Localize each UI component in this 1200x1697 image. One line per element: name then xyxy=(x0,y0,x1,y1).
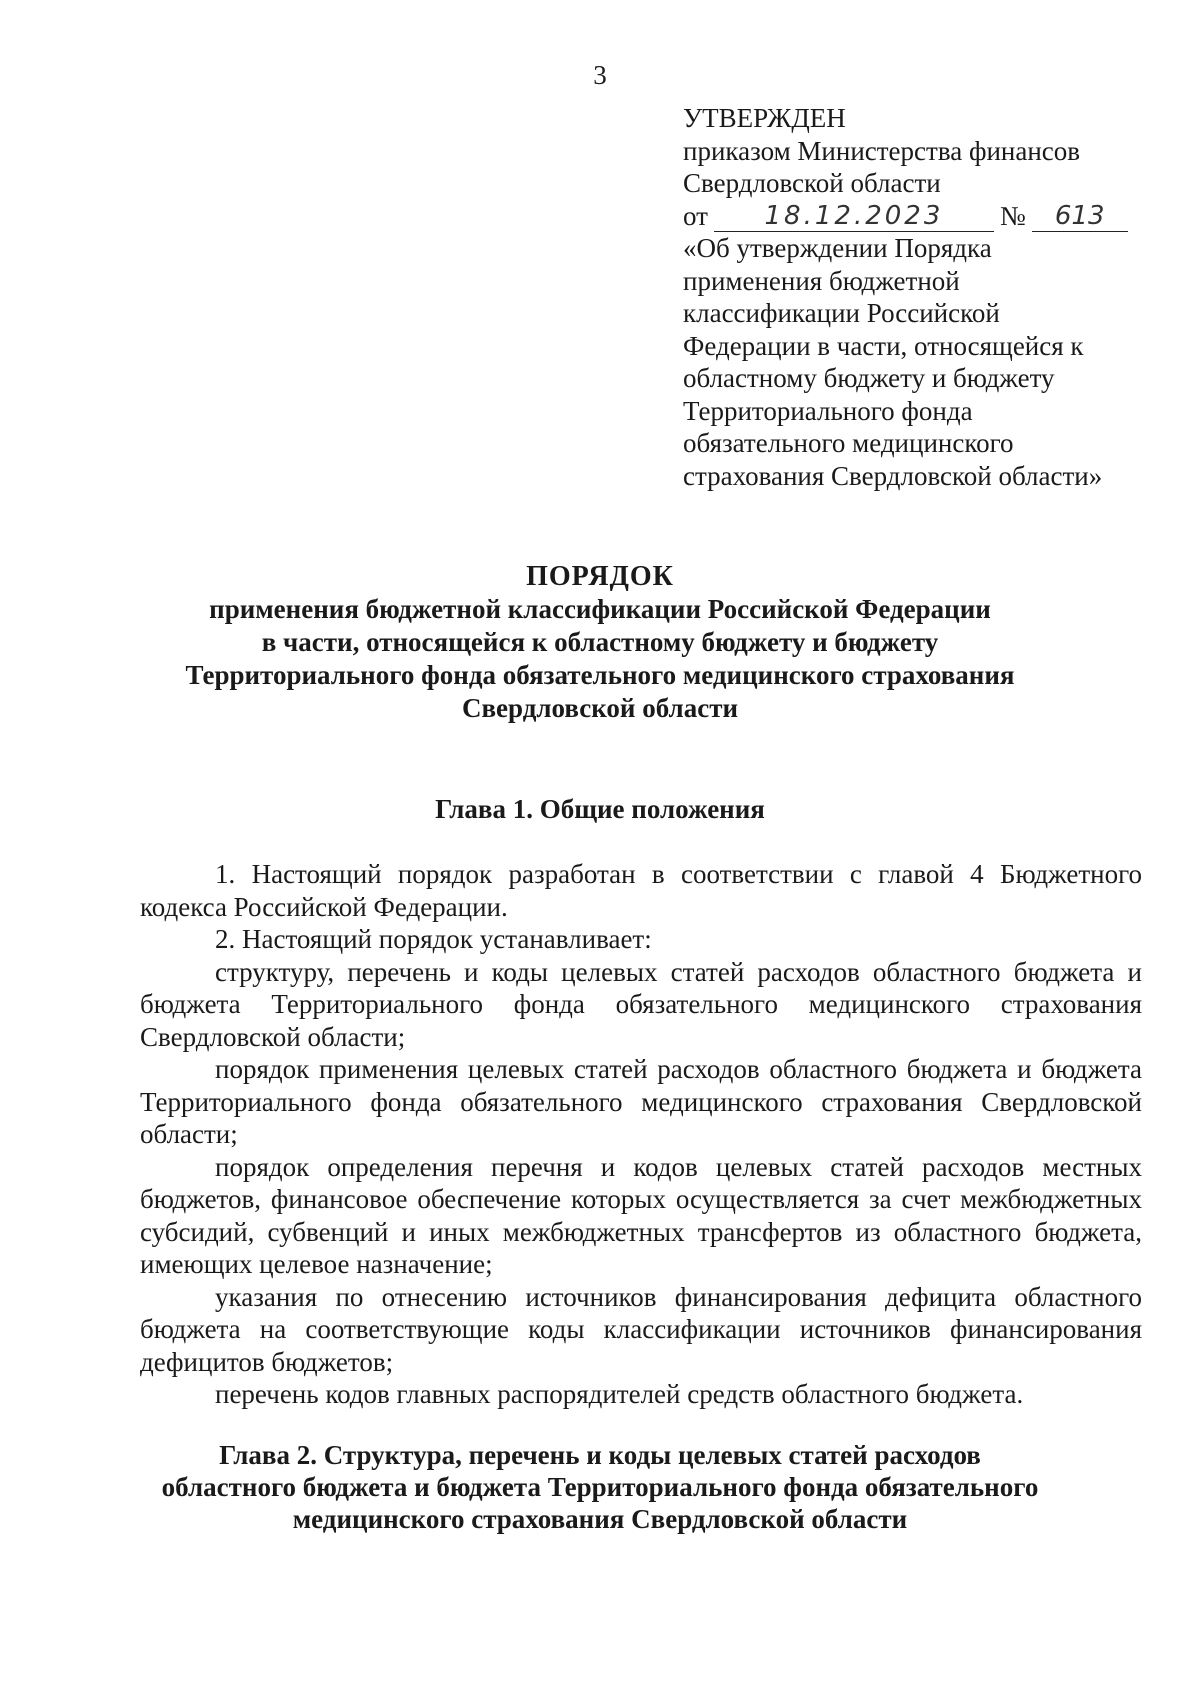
paragraph: порядок применения целевых статей расходов областного бюджета и бюджета Территориального фонда обязательного медицинского страхования Свердловской области; xyxy=(140,1054,1142,1149)
document-title-main: ПОРЯДОК xyxy=(526,561,674,592)
paragraph: порядок определения перечня и кодов целевых статей расходов местных бюджетов, финансовое обеспечение которых осуществляется за счет межбюджетных субсидий, субвенций и иных межбюджетных трансфертов из областного бюджета, имеющих целевое назначение; xyxy=(140,1151,1142,1279)
paragraph: 2. Настоящий порядок устанавливает: xyxy=(215,924,652,954)
paragraph: перечень кодов главных распорядителей средств областного бюджета. xyxy=(215,1379,1024,1409)
order-title-line: Федерации в части, относящейся к xyxy=(683,330,1084,361)
chapter-2-heading-line: медицинского страхования Свердловской области xyxy=(292,1504,908,1534)
date-prefix: от xyxy=(683,200,708,231)
paragraph: указания по отнесению источников финансирования дефицита областного бюджета на соответствующие коды классификации источников финансирования дефицитов бюджетов; xyxy=(140,1281,1142,1377)
handwritten-number: 613 xyxy=(1032,201,1128,232)
approval-date-number-line xyxy=(683,200,1163,233)
order-title-line: применения бюджетной xyxy=(683,265,960,296)
order-title-line: «Об утверждении Порядка xyxy=(683,233,992,263)
order-title-line: областному бюджету и бюджету xyxy=(683,363,1055,393)
approval-line-2: Свердловской области xyxy=(683,168,941,198)
document-title-line: Территориального фонда обязательного медицинского страхования xyxy=(185,660,1015,690)
order-title-line: классификации Российской xyxy=(683,298,1000,328)
number-prefix: № xyxy=(999,200,1026,231)
document-title xyxy=(0,560,1200,725)
chapter-2-heading xyxy=(0,1439,1200,1535)
paragraph: 1. Настоящий порядок разработан в соответствии с главой 4 Бюджетного кодекса Российской Федерации. xyxy=(140,859,1142,922)
page-number: 3 xyxy=(593,60,607,90)
chapter-1-body xyxy=(140,858,1142,1411)
approval-heading: УТВЕРЖДЕН xyxy=(683,103,846,133)
document-title-line: в части, относящейся к областному бюджету и бюджету xyxy=(261,627,939,657)
chapter-2-heading-line: Глава 2. Структура, перечень и коды целевых статей расходов xyxy=(219,1440,981,1470)
chapter-1-heading: Глава 1. Общие положения xyxy=(435,794,765,824)
document-title-line: Свердловской области xyxy=(461,693,739,723)
handwritten-date: 18.12.2023 xyxy=(714,201,994,232)
approval-line-1: приказом Министерства финансов xyxy=(683,135,1081,166)
order-title xyxy=(683,232,1163,492)
order-title-line: Территориального фонда xyxy=(683,395,973,426)
order-title-line: страхования Свердловской области» xyxy=(683,460,1103,491)
approval-block xyxy=(683,102,1163,492)
chapter-2-heading-line: областного бюджета и бюджета Территориального фонда обязательного xyxy=(161,1472,1039,1502)
document-title-line: применения бюджетной классификации Российской Федерации xyxy=(209,594,991,624)
order-title-line: обязательного медицинского xyxy=(683,428,1014,458)
paragraph: структуру, перечень и коды целевых статей расходов областного бюджета и бюджета Территориального фонда обязательного медицинского страхования Свердловской области; xyxy=(140,956,1142,1052)
